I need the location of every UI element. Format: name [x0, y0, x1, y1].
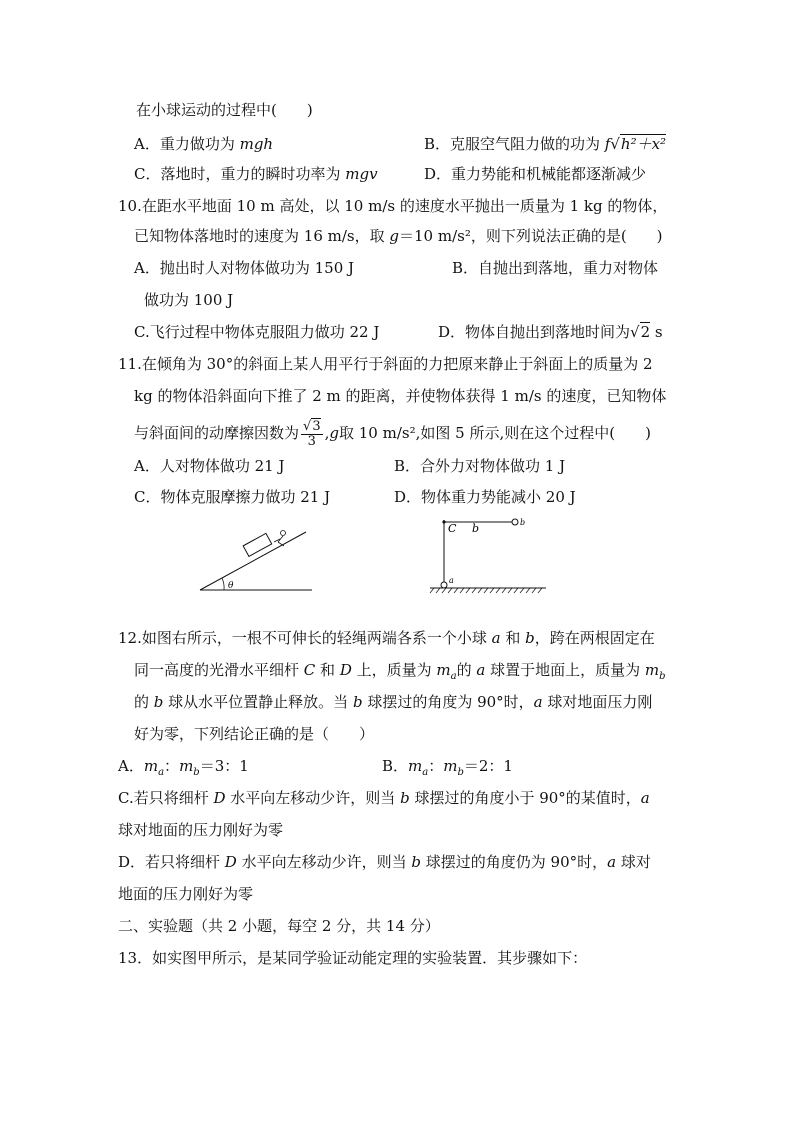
- q10-option-d: D．物体自抛出到落地时间为√2 s: [438, 323, 663, 341]
- theta-label: θ: [228, 581, 234, 591]
- mu-fraction: $\frac{√3}{3}$: [303, 418, 321, 449]
- q11-option-c: C．物体克服摩擦力做功 21 J: [134, 488, 331, 506]
- q12-line1: 12.如图右所示，一根不可伸长的轻绳两端各系一个小球 a 和 b，跨在两根固定在: [118, 629, 655, 647]
- q12-option-c-line1: C.若只将细杆 D 水平向左移动少许，则当 b 球摆过的角度小于 90°的某值时，a: [118, 789, 650, 807]
- label-c: C: [448, 522, 457, 535]
- q11-option-d: D．物体重力势能减小 20 J: [394, 488, 576, 506]
- q12-option-c-line2: 球对地面的压力刚好为零: [118, 821, 284, 839]
- q12-line3: 的 b 球从水平位置静止释放。当 b 球摆过的角度为 90°时，a 球对地面压力刚: [134, 693, 653, 711]
- q12-option-d-line2: 地面的压力刚好为零: [118, 885, 254, 903]
- q10-option-b-line1: B．自抛出到落地，重力对物体: [452, 259, 659, 277]
- q13-stem: 13．如实图甲所示，是某同学验证动能定理的实验装置．其步骤如下：: [118, 949, 588, 967]
- label-a: a: [449, 576, 454, 585]
- label-b-mid: b: [472, 522, 480, 535]
- incline-figure: [196, 512, 316, 596]
- q9-stem: 在小球运动的过程中( ): [136, 101, 313, 119]
- q12-option-a: A．$m_a$：$m_b=3$：1: [118, 757, 249, 778]
- q10-option-a: A．抛出时人对物体做功为 150 J: [134, 259, 355, 277]
- q11-option-b: B．合外力对物体做功 1 J: [394, 457, 566, 475]
- q10-line2: 已知物体落地时的速度为 16 m/s，取 g＝10 m/s²，则下列说法正确的是( ): [134, 227, 663, 245]
- q12-option-b: B．$m_a$：$m_b=2$：1: [382, 757, 513, 778]
- pulley-figure: [428, 512, 552, 596]
- q11-line3: 与斜面间的动摩擦因数为 $\frac{√3}{3}$ ,g取 10 m/s²,如图 5 所示,则在这个过程中( ): [134, 418, 651, 449]
- q12-line4: 好为零，下列结论正确的是（ ）: [134, 725, 375, 743]
- q11-option-a: A．人对物体做功 21 J: [134, 457, 285, 475]
- q12-line2: 同一高度的光滑水平细杆 C 和 D 上，质量为 $m_a$的 a 球置于地面上，质量为 $m_b$: [134, 661, 666, 682]
- q9-option-b: B．克服空气阻力做的功为 f√h²＋x²: [424, 135, 667, 153]
- q9-option-d: D．重力势能和机械能都逐渐减少: [424, 165, 647, 183]
- q11-line1: 11.在倾角为 30°的斜面上某人用平行于斜面的力把原来静止于斜面上的质量为 2: [118, 355, 653, 373]
- q9-option-c: C．落地时，重力的瞬时功率为 mgv: [134, 165, 378, 183]
- q10-option-b-line2: 做功为 100 J: [144, 291, 234, 309]
- section2-title: 二、实验题（共 2 小题，每空 2 分，共 14 分）: [118, 917, 440, 935]
- q10-option-c: C.飞行过程中物体克服阻力做功 22 J: [134, 323, 380, 341]
- q9-option-a: A．重力做功为 mgh: [134, 135, 274, 153]
- q11-line2: kg 的物体沿斜面向下推了 2 m 的距离，并使物体获得 1 m/s 的速度，已知物体: [134, 387, 667, 405]
- label-b-end: b: [520, 518, 526, 527]
- q12-option-d-line1: D．若只将细杆 D 水平向左移动少许，则当 b 球摆过的角度仍为 90°时，a 球对: [118, 853, 651, 871]
- q10-line1: 10.在距水平地面 10 m 高处，以 10 m/s 的速度水平抛出一质量为 1 kg 的物体，: [118, 197, 668, 215]
